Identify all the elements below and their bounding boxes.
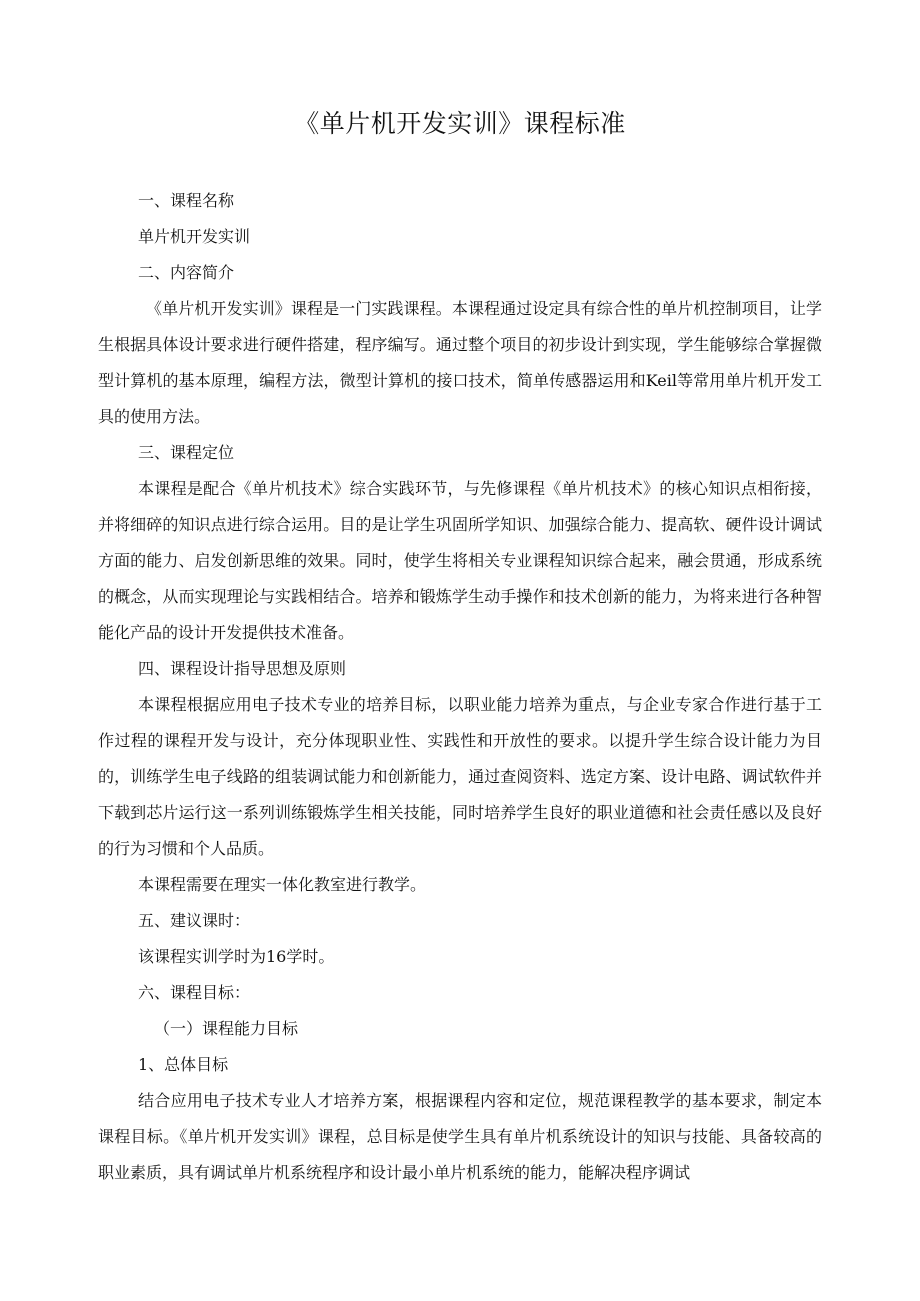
- course-name-text: 单片机开发实训: [138, 227, 251, 246]
- course-positioning-paragraph: 本课程是配合《单片机技术》综合实践环节，与先修课程《单片机技术》的核心知识点相衔接，并将细碎的知识点进行综合运用。目的是让学生巩固所学知识、加强综合能力、提高软、硬件设计调试方面的能力、启发创新思维的效果。同时，使学生将相关专业课程知识综合起来，融会贯通，形成系统的概念，从而实现理论与实践相结合。培养和锻炼学生动手操作和技术创新的能力，为将来进行各种智能化产品的设计开发提供技术准备。: [98, 479, 822, 642]
- overall-objective-paragraph: 结合应用电子技术专业人才培养方案，根据课程内容和定位，规范课程教学的基本要求，制定本课程目标。《单片机开发实训》课程，总目标是使学生具有单片机系统设计的知识与技能、具备较高的职业素质，具有调试单片机系统程序和设计最小单片机系统的能力，能解决程序调试: [98, 1091, 822, 1182]
- suggested-hours-text: 该课程实训学时为16学时。: [138, 947, 335, 966]
- section-heading-content-summary: 二、内容简介: [138, 263, 235, 282]
- content-summary-paragraph: 《单片机开发实训》课程是一门实践课程。本课程通过设定具有综合性的单片机控制项目，让学生根据具体设计要求进行硬件搭建，程序编写。通过整个项目的初步设计到实现，学生能够综合掌握微型计算机的基本原理，编程方法，微型计算机的接口技术，简单传感器运用和Keil等常用单片机开发工具的使用方法。: [98, 299, 822, 426]
- section-heading-course-name: 一、课程名称: [138, 191, 235, 210]
- subheading-ability-objectives: （一）课程能力目标: [154, 1019, 299, 1038]
- design-principles-paragraph: 本课程根据应用电子技术专业的培养目标，以职业能力培养为重点，与企业专家合作进行基于工作过程的课程开发与设计，充分体现职业性、实践性和开放性的要求。以提升学生综合设计能力为目的，训练学生电子线路的组装调试能力和创新能力，通过查阅资料、选定方案、设计电路、调试软件并下载到芯片运行这一系列训练锻炼学生相关技能，同时培养学生良好的职业道德和社会责任感以及良好的行为习惯和个人品质。: [98, 695, 822, 858]
- subheading-overall-objective: 1、总体目标: [138, 1055, 229, 1074]
- section-heading-course-objectives: 六、课程目标：: [138, 983, 251, 1002]
- section-heading-course-positioning: 三、课程定位: [138, 443, 235, 462]
- section-heading-suggested-hours: 五、建议课时：: [138, 911, 251, 930]
- document-title: 《单片机开发实训》课程标准: [294, 109, 626, 138]
- document-body: [98, 183, 822, 1191]
- classroom-paragraph: 本课程需要在理实一体化教室进行教学。: [138, 875, 427, 894]
- section-heading-design-principles: 四、课程设计指导思想及原则: [138, 659, 347, 678]
